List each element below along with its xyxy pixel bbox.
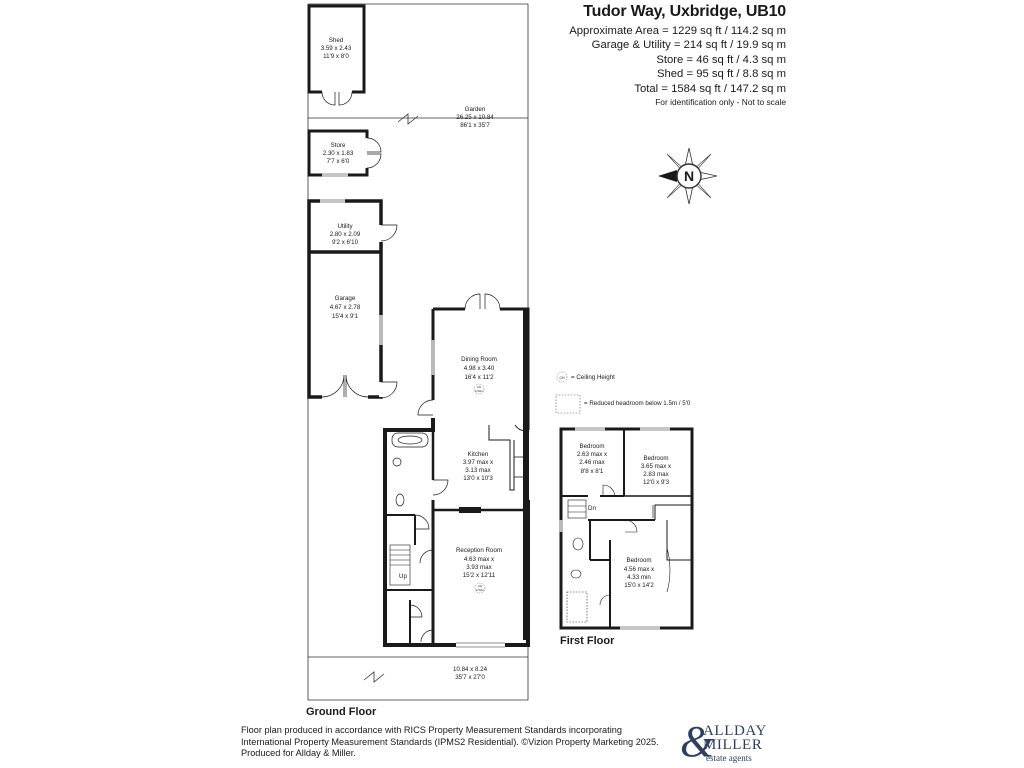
reception-window — [456, 643, 505, 647]
hall-doors — [410, 480, 448, 642]
utility-imperial: 9'2 x 6'10 — [331, 239, 359, 246]
front-garden-metric: 10.84 x 8.24 — [452, 666, 488, 673]
footer-line-1: Floor plan produced in accordance with RICS Property Measurement Standards incorporating — [241, 725, 622, 735]
front-garden-imperial: 35'7 x 27'0 — [455, 674, 485, 681]
reception-imperial: 15'2 x 12'11 — [462, 572, 496, 579]
stairs-down-label: Dn — [588, 505, 596, 512]
kitchen-name: Kitchen — [467, 451, 489, 458]
logo-line-3: estate agents — [706, 753, 752, 763]
ground-floor-walls — [385, 309, 528, 645]
garden-name: Garden — [464, 106, 486, 113]
garage-name: Garage — [334, 295, 356, 302]
shed-metric: 3.59 x 2.43 — [320, 45, 352, 52]
bedroom2-name: Bedroom — [643, 455, 669, 462]
bedroom3-metric-1: 4.56 max x — [623, 566, 655, 573]
allday-miller-logo — [680, 717, 780, 766]
reception-metric-2: 3.93 max — [466, 564, 492, 571]
reception-ch-value: 2.52m — [475, 588, 485, 592]
kitchen-metric-1: 3.97 max x — [462, 459, 494, 466]
dining-ch-marker — [474, 384, 484, 394]
garden-metric: 26.25 x 10.84 — [456, 114, 494, 121]
stairs-up-label: Up — [399, 573, 407, 580]
footer-disclaimer — [241, 725, 659, 760]
reception-ch-label: CH — [477, 584, 483, 588]
plot-boundary — [308, 4, 528, 700]
bedroom1-name: Bedroom — [579, 443, 605, 450]
identification-note: For identification only - Not to scale — [655, 97, 786, 108]
footer-line-3: Produced for Allday & Miller. — [241, 748, 356, 759]
area-store: Store = 46 sq ft / 4.3 sq m — [656, 53, 786, 66]
bedroom2-metric-1: 3.65 max x — [640, 463, 672, 470]
dining-metric: 4.98 x 3.40 — [463, 365, 495, 372]
dining-ch-value: 2.52m — [474, 389, 484, 393]
store-imperial: 7'7 x 6'0 — [326, 158, 350, 165]
kitchen-imperial: 13'0 x 10'3 — [463, 475, 493, 482]
dining-ch-label: CH — [476, 385, 482, 389]
reception-metric-1: 4.63 max x — [463, 556, 495, 563]
dining-french-doors — [447, 294, 518, 309]
footer-line-2: International Property Measurement Standards (IPMS2 Residential). ©Vizion Property Marketing 2025. — [241, 736, 659, 747]
bedroom1-metric-1: 2.63 max x — [576, 451, 608, 458]
compass-letter: N — [683, 168, 695, 184]
property-title: Tudor Way, Uxbridge, UB10 — [583, 3, 786, 20]
bedroom2-metric-2: 2.83 max — [643, 471, 669, 478]
garden-imperial: 86'1 x 35'7 — [460, 122, 490, 129]
dining-imperial: 16'4 x 11'2 — [464, 374, 494, 381]
area-shed: Shed = 95 sq ft / 8.8 sq m — [656, 68, 786, 81]
legend — [556, 372, 691, 413]
shed-imperial: 11'9 x 8'0 — [323, 53, 349, 60]
dining-name: Dining Room — [461, 356, 497, 363]
utility-metric: 2.80 x 2.09 — [329, 231, 361, 238]
legend-reduced-headroom: = Reduced headroom below 1.5m / 5'0 — [584, 400, 691, 407]
logo-line-2: MILLER — [703, 737, 763, 753]
area-garage-utility: Garage & Utility = 214 sq ft / 19.9 sq m — [591, 39, 786, 52]
area-approx: Approximate Area = 1229 sq ft / 114.2 sq m — [569, 25, 786, 37]
compass-icon — [658, 148, 717, 204]
bedroom1-metric-2: 2.46 max — [579, 459, 605, 466]
store-metric: 2.30 x 1.83 — [322, 150, 354, 157]
garage-metric: 4.67 x 2.78 — [329, 304, 361, 311]
legend-ceiling-height: = Ceiling Height — [571, 374, 615, 381]
utility-name: Utility — [337, 223, 353, 230]
store-name: Store — [330, 142, 346, 149]
area-total: Total = 1584 sq ft / 147.2 sq m — [634, 82, 786, 95]
logo-line-1: ALLDAY — [703, 723, 767, 739]
bedroom3-metric-2: 4.33 min — [627, 574, 651, 581]
bedroom2-imperial: 12'0 x 9'3 — [642, 479, 670, 486]
ground-floor-label: Ground Floor — [306, 706, 377, 718]
bedroom3-name: Bedroom — [626, 557, 652, 564]
kitchen-metric-2: 3.13 max — [465, 467, 491, 474]
garage-imperial: 15'4 x 9'1 — [331, 313, 359, 320]
shed-name: Shed — [328, 37, 344, 44]
logo-ampersand: & — [680, 717, 715, 766]
legend-ch-symbol: CH — [559, 376, 565, 380]
bathroom-fixtures — [392, 433, 428, 506]
reception-name: Reception Room — [455, 547, 503, 554]
reception-ch-marker — [475, 583, 485, 593]
bedroom3-imperial: 15'0 x 14'2 — [624, 582, 654, 589]
first-floor-label: First Floor — [560, 635, 615, 647]
bedroom1-imperial: 8'8 x 8'1 — [580, 468, 604, 475]
